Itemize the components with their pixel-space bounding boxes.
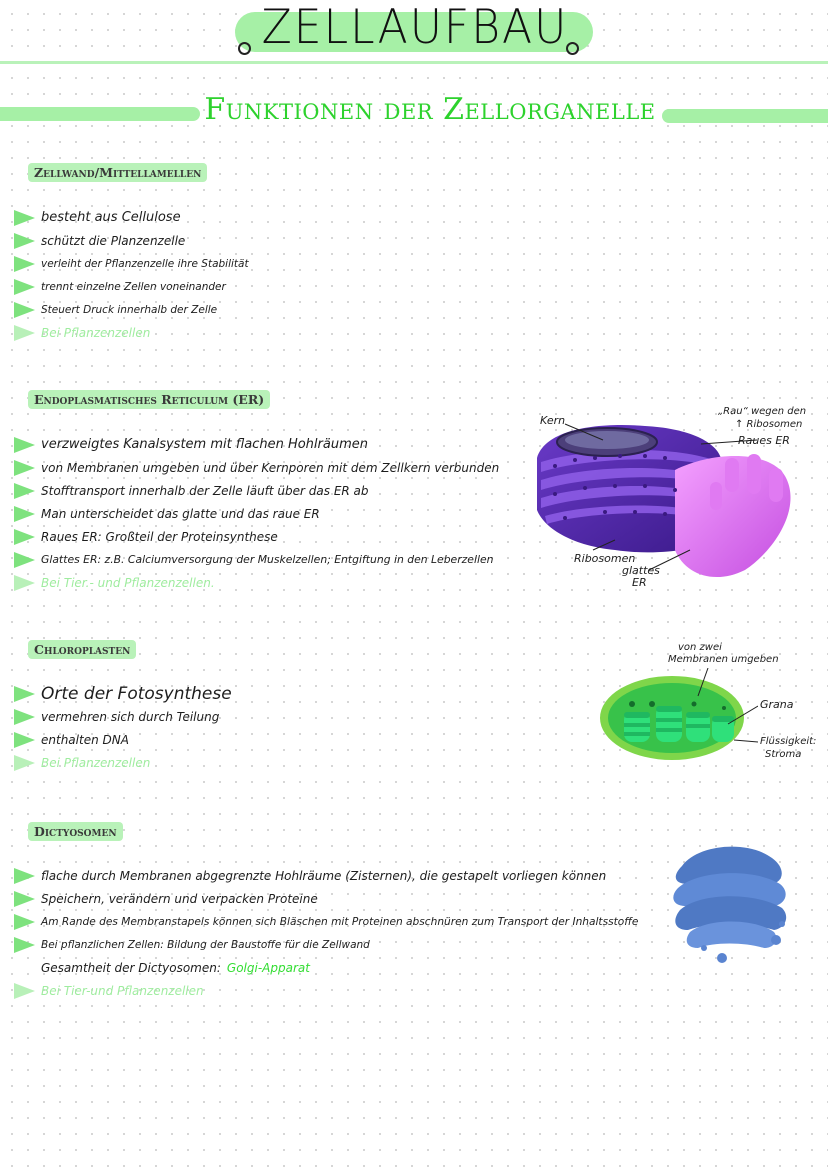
- list-item: Glattes ER: z.B. Calciumversorgung der Muskelzellen; Entgiftung in den Leberzellen: [14, 548, 499, 571]
- bullet-arrow-icon: [14, 529, 35, 545]
- bullet-arrow-icon: [14, 279, 35, 295]
- bullet-arrow-icon: [14, 891, 35, 907]
- section-heading-dictyosomen: Dictyosomen: [28, 822, 123, 841]
- nucleus-top: [565, 431, 649, 449]
- title-underline: [0, 61, 828, 64]
- list-item: Bei pflanzlichen Zellen: Bildung der Baustoffe für die Zellwand: [14, 933, 638, 956]
- list-item: Man unterscheidet das glatte und das raue ER: [14, 502, 499, 525]
- list-item: besteht aus Cellulose: [14, 206, 249, 229]
- title-dot-right: [566, 42, 579, 55]
- list-item: von Membranen umgeben und über Kernporen mit dem Zellkern verbunden: [14, 456, 499, 479]
- bullet-arrow-icon: [14, 460, 35, 476]
- page-subtitle: Funktionen der Zellorganelle: [204, 92, 656, 127]
- list-item: verleiht der Pflanzenzelle ihre Stabilität: [14, 252, 249, 275]
- list-item: Orte der Fotosynthese: [14, 682, 232, 705]
- list-item: Bei Pflanzenzellen: [14, 321, 249, 344]
- zellwand-list: [14, 206, 249, 344]
- list-item: Bei Tier.- und Pflanzenzellen.: [14, 571, 499, 594]
- bullet-arrow-icon: [14, 937, 35, 953]
- label-stroma-line2: Stroma: [765, 749, 802, 760]
- bullet-arrow-icon: [14, 256, 35, 272]
- label-grana: Grana: [760, 698, 794, 711]
- bullet-arrow-icon: [14, 755, 35, 771]
- section-heading-er: Endoplasmatisches Reticulum (ER): [28, 390, 270, 409]
- bullet-arrow-icon: [14, 914, 35, 930]
- bullet-arrow-icon: [14, 868, 35, 884]
- dictyosomen-list: [14, 864, 638, 1002]
- bullet-arrow-icon: [14, 302, 35, 318]
- golgi-apparat: Golgi-Apparat: [226, 960, 310, 975]
- bullet-arrow-icon: [14, 233, 35, 249]
- er-list: [14, 433, 499, 594]
- list-item: Stofftransport innerhalb der Zelle läuft über das ER ab: [14, 479, 499, 502]
- label-ribosomen: Ribosomen: [574, 552, 636, 565]
- bullet-arrow-icon: [14, 686, 35, 702]
- list-item: Raues ER: Großteil der Proteinsynthese: [14, 525, 499, 548]
- subtitle-bar-left: [0, 107, 200, 121]
- label-stroma-line1: Flüssigkeit:: [760, 736, 817, 747]
- bullet-arrow-icon: [14, 709, 35, 725]
- bullet-arrow-icon: [14, 506, 35, 522]
- bullet-arrow-icon: [14, 552, 35, 568]
- bullet-arrow-icon: [14, 483, 35, 499]
- list-item: trennt einzelne Zellen voneinander: [14, 275, 249, 298]
- label-raues-er: Raues ER: [738, 434, 790, 447]
- label-glattes-er: ER: [632, 576, 647, 589]
- list-item: Bei Tier-und Pflanzenzellen: [14, 979, 638, 1002]
- label-kern: Kern: [540, 414, 566, 427]
- label-rau-line2: ↑ Ribosomen: [735, 419, 803, 430]
- golgi-cisternae: [673, 847, 786, 948]
- label-glattes: glattes: [622, 564, 660, 577]
- list-item: Gesamtheit der Dictyosomen: Golgi-Apparat: [41, 960, 310, 975]
- bullet-arrow-icon: [14, 732, 35, 748]
- list-item: schützt die Planzenzelle: [14, 229, 249, 252]
- list-item: Bei Pflanzenzellen: [14, 751, 232, 774]
- chloroplasten-list: [14, 682, 232, 774]
- page-title: ZELLAUFBAU: [261, 0, 569, 56]
- bullet-arrow-icon: [14, 983, 35, 999]
- list-item: flache durch Membranen abgegrenzte Hohlräume (Zisternen), die gestapelt vorliegen können: [14, 864, 638, 887]
- label-rau-line1: „Rau“ wegen den: [718, 406, 807, 417]
- bullet-arrow-icon: [14, 437, 35, 453]
- bullet-arrow-icon: [14, 210, 35, 226]
- section-heading-zellwand: Zellwand/Mittellamellen: [28, 163, 207, 182]
- list-item: verzweigtes Kanalsystem mit flachen Hohlräumen: [14, 433, 499, 456]
- label-membran-line1: von zwei: [678, 642, 722, 653]
- section-heading-chloroplasten: Chloroplasten: [28, 640, 136, 659]
- list-item: Speichern, verändern und verpacken Proteine: [14, 887, 638, 910]
- bullet-arrow-icon: [14, 325, 35, 341]
- list-item: Steuert Druck innerhalb der Zelle: [14, 298, 249, 321]
- list-item: Am Rande des Membranstapels können sich Bläschen mit Proteinen abschnüren zum Transport der Inhaltsstoffe: [14, 910, 638, 933]
- list-item: enthalten DNA: [14, 728, 232, 751]
- label-membran-line2: Membranen umgeben: [668, 654, 779, 665]
- chloroplast-illustration: [598, 668, 758, 764]
- subtitle-bar-right: [662, 109, 828, 123]
- list-item: vermehren sich durch Teilung: [14, 705, 232, 728]
- bullet-arrow-icon: [14, 575, 35, 591]
- golgi-illustration: [668, 836, 793, 966]
